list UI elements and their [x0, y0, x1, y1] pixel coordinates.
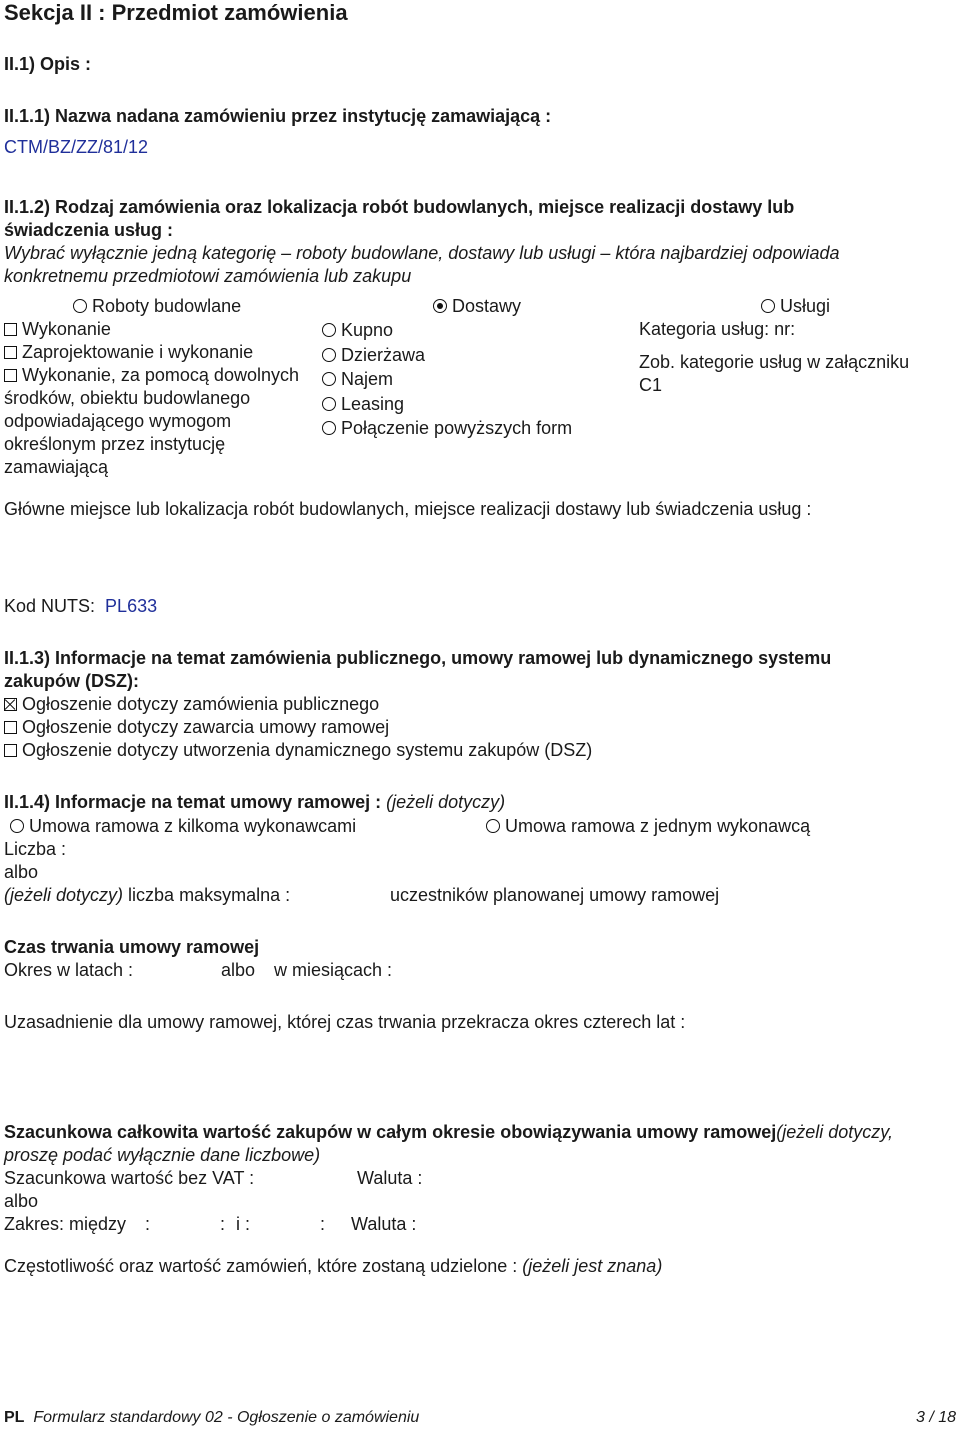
- framework-single-radio[interactable]: [486, 815, 810, 838]
- radio-icon: [322, 397, 336, 411]
- works-option-label: Wykonanie, za pomocą dowolnych: [22, 365, 299, 385]
- estimate-note-b: proszę podać wyłącznie dane liczbowe): [4, 1145, 321, 1165]
- framework-option-label: Umowa ramowa z jednym wykonawcą: [505, 816, 811, 836]
- ii12-instruction-line1: Wybrać wyłącznie jedną kategorię – roboty budowlane, dostawy lub usługi – która najbardziej odpowiada: [4, 243, 840, 263]
- ii13-option-dps[interactable]: [4, 739, 592, 762]
- radio-icon: [73, 299, 87, 313]
- services-note-line2: C1: [639, 375, 663, 395]
- supplies-option-lease[interactable]: [322, 344, 425, 367]
- ii12-instruction-line2: konkretnemu przedmiotowi zamówienia lub zakupu: [4, 266, 412, 286]
- works-option-cont-2: odpowiadającego wymogom: [4, 411, 232, 431]
- category-services-label: Usługi: [780, 296, 831, 316]
- ii1-label: II.1) Opis :: [4, 54, 92, 74]
- ii14-heading-note: (jeżeli dotyczy): [386, 792, 506, 812]
- checkbox-icon: [4, 346, 17, 359]
- works-option-any-means[interactable]: [4, 364, 299, 387]
- radio-selected-icon: [433, 299, 447, 313]
- justification-label: Uzasadnienie dla umowy ramowej, której czas trwania przekracza okres czterech lat :: [4, 1012, 686, 1032]
- radio-icon: [322, 421, 336, 435]
- works-option-execution[interactable]: [4, 318, 111, 341]
- works-option-design-execution[interactable]: [4, 341, 253, 364]
- checkbox-icon: [4, 721, 17, 734]
- ii13-option-label: Ogłoszenie dotyczy utworzenia dynamicznego systemu zakupów (DSZ): [22, 740, 593, 760]
- ii14-heading: [4, 791, 505, 814]
- contract-name-value: CTM/BZ/ZZ/81/12: [4, 137, 149, 157]
- ii14-heading-text: II.1.4) Informacje na temat umowy ramowej :: [4, 792, 382, 812]
- supplies-option-label: Leasing: [341, 394, 405, 414]
- checkbox-icon: [4, 369, 17, 382]
- ii12-heading-line1: II.1.2) Rodzaj zamówienia oraz lokalizacja robót budowlanych, miejsce realizacji dostawy lub: [4, 197, 795, 217]
- range-label: Zakres: między: [4, 1214, 127, 1234]
- category-works-label: Roboty budowlane: [92, 296, 242, 316]
- location-label: Główne miejsce lub lokalizacja robót budowlanych, miejsce realizacji dostawy lub świadczenia usług :: [4, 499, 812, 519]
- works-option-cont-4: zamawiającą: [4, 457, 109, 477]
- category-supplies-radio[interactable]: [433, 295, 521, 318]
- ii11-heading: II.1.1) Nazwa nadana zamówieniu przez instytucję zamawiającą :: [4, 106, 552, 126]
- supplies-option-purchase[interactable]: [322, 319, 393, 342]
- supplies-option-label: Połączenie powyższych form: [341, 418, 573, 438]
- months-label: w miesiącach :: [274, 960, 393, 980]
- footer-row: [4, 1406, 419, 1429]
- ii13-option-label: Ogłoszenie dotyczy zawarcia umowy ramowej: [22, 717, 390, 737]
- works-option-cont-1: środków, obiektu budowlanego: [4, 388, 251, 408]
- estimate-heading: Szacunkowa całkowita wartość zakupów w całym okresie obowiązywania umowy ramowej: [4, 1122, 777, 1142]
- frequency-label: Częstotliwość oraz wartość zamówień, które zostaną udzielone :: [4, 1256, 518, 1276]
- ii13-heading-line1: II.1.3) Informacje na temat zamówienia publicznego, umowy ramowej lub dynamicznego systemu: [4, 648, 832, 668]
- framework-several-radio[interactable]: [10, 815, 356, 838]
- checkbox-checked-icon: [4, 698, 17, 711]
- radio-icon: [10, 819, 24, 833]
- range-colon-3: :: [320, 1214, 326, 1234]
- supplies-option-label: Dzierżawa: [341, 345, 426, 365]
- duration-heading: Czas trwania umowy ramowej: [4, 937, 260, 957]
- range-currency-label: Waluta :: [351, 1214, 417, 1234]
- supplies-option-label: Kupno: [341, 320, 394, 340]
- frequency-row: [4, 1255, 662, 1278]
- category-works-radio[interactable]: [73, 295, 241, 318]
- works-option-label: Wykonanie: [22, 319, 111, 339]
- years-label: Okres w latach :: [4, 960, 134, 980]
- footer-form-name: Formularz standardowy 02 - Ogłoszenie o zamówieniu: [33, 1409, 420, 1426]
- radio-icon: [322, 372, 336, 386]
- max-count-label: liczba maksymalna :: [128, 885, 291, 905]
- estimate-note-a: (jeżeli dotyczy,: [776, 1122, 893, 1142]
- range-and-label: i :: [236, 1214, 251, 1234]
- footer-lang: PL: [4, 1409, 25, 1426]
- participants-label: uczestników planowanej umowy ramowej: [390, 885, 720, 905]
- max-count-note: (jeżeli dotyczy): [4, 885, 124, 905]
- ii13-option-public-contract[interactable]: [4, 693, 379, 716]
- services-note-line1: Zob. kategorie usług w załączniku: [639, 352, 910, 372]
- checkbox-icon: [4, 323, 17, 336]
- ii13-heading-line2: zakupów (DSZ):: [4, 671, 139, 691]
- radio-icon: [322, 323, 336, 337]
- value-excl-vat-label: Szacunkowa wartość bez VAT :: [4, 1168, 255, 1188]
- supplies-option-leasing[interactable]: [322, 393, 404, 416]
- section-title: Sekcja II : Przedmiot zamówienia: [4, 0, 348, 25]
- nuts-row: [4, 595, 157, 618]
- nuts-label: Kod NUTS:: [4, 596, 96, 616]
- services-category-label: Kategoria usług: nr:: [639, 319, 796, 339]
- category-supplies-label: Dostawy: [452, 296, 522, 316]
- supplies-option-rental[interactable]: [322, 368, 393, 391]
- currency-label: Waluta :: [357, 1168, 423, 1188]
- radio-icon: [322, 348, 336, 362]
- range-colon-2: :: [220, 1214, 226, 1234]
- category-services-radio[interactable]: [761, 295, 830, 318]
- works-option-cont-3: określonym przez instytucję: [4, 434, 226, 454]
- framework-option-label: Umowa ramowa z kilkoma wykonawcami: [29, 816, 357, 836]
- max-count-row: [4, 884, 290, 907]
- estimate-or-label: albo: [4, 1191, 39, 1211]
- works-option-label: Zaprojektowanie i wykonanie: [22, 342, 254, 362]
- ii13-option-label: Ogłoszenie dotyczy zamówienia publicznego: [22, 694, 380, 714]
- footer-page: 3 / 18: [915, 1409, 956, 1426]
- range-colon-1: :: [145, 1214, 151, 1234]
- checkbox-icon: [4, 744, 17, 757]
- ii12-heading-line2: świadczenia usług :: [4, 220, 174, 240]
- count-label: Liczba :: [4, 839, 67, 859]
- radio-icon: [761, 299, 775, 313]
- ii13-option-framework[interactable]: [4, 716, 389, 739]
- or-label: albo: [4, 862, 39, 882]
- frequency-note: (jeżeli jest znana): [522, 1256, 663, 1276]
- supplies-option-combination[interactable]: [322, 417, 572, 440]
- nuts-value: PL633: [105, 596, 158, 616]
- estimate-heading-line1: [4, 1121, 893, 1144]
- supplies-option-label: Najem: [341, 369, 394, 389]
- radio-icon: [486, 819, 500, 833]
- duration-or-label: albo: [221, 960, 256, 980]
